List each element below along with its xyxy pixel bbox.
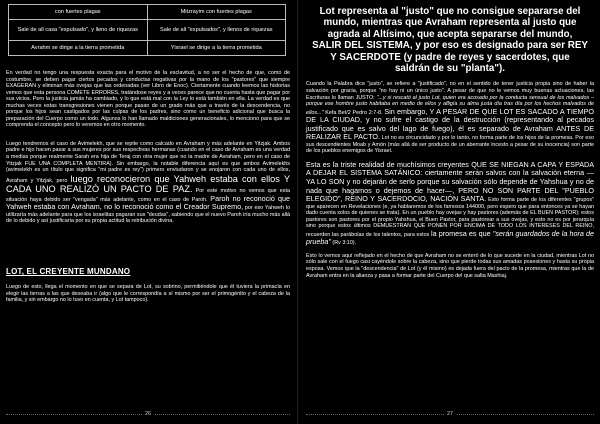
right-page [300,0,600,424]
page-divider [297,0,298,424]
emphasis-text: Sin embargo, Y A PESAR DE QUE LOT ES SACADO A TIEMPO DE LA CIUDAD, [306,106,594,125]
table-cell: Mitzrayim con fuertes plagas [147,5,286,20]
emphasis-text: y no sufre el castigo de la destrucción (representando al pecados justificado que es salvo del lago de fuego), él es separado de Avraham ANTES DE REALIZAR EL PACTO. [306,115,594,142]
quote-text: "...y si rescató al justo Lot, quien era acosado por la conducta sensual de los malvados – porque ese hombre justo habitaba en medio de ellos y afligía su alma justa día tras día por los hechos malvados de ellos..." [306,94,594,116]
paragraph-avimelekh [6,141,290,225]
table-cell: Yisrael se dirige a la tierra prometida [147,41,286,56]
table-cell: con fuertes plagas [9,5,148,20]
paragraph-justo [306,81,594,154]
text-run: por eso Yahweh lo utilizaría más adelante para que los israelitas pagaran sus "deudas", sabiendo que el nuevo Paroh iría mucho más allá de lo debido y así justificaría por su propia actitud la retribución divina. [6,205,290,225]
table-cell: Sale de all "expulsados", y llenos de riquezas [147,20,286,41]
section-heading: LOT, EL CREYENTE MUNDANO [6,267,131,277]
table-row [9,5,286,20]
paragraph-slavery: En verdad no tengo una respuesta exacta para el motivo de la esclavitud, a no ser el hecho de que, como de costumbre, se deben pagar ciertos pecados y conductas negativas por la mano de los "pastores" que siempre EXAGERAN y eliminan más ovejas que las ordenadas (ver Libro de Enoc). Ciertamente cuando leemos las historias vemos que esta persona COMETE ERRORES, tratándose reyes y a veces parece que no cuenta hasta que pagar por sus vicios. Pero la justicia jamás ha cambiado, y lo que está mal con la Ley lo está también en ella. La verdad es que muchas veces estas transgresiones vienen porque pasan de un grado más que a través de la descendencia, no porque los hijos sean castigados por las culpas de los padres, sino como un beneficio adicional que busca la preparación del Cuerpo como un todo. Algunos lo han llamado maldiciones generacionales, lo menciono para que se comprenda el concepto pero lo veremos en otro momento. [6,70,290,129]
text-run: (Rv 3:10). [330,240,357,247]
page-footer [306,412,594,420]
text-run: Cuando la Palabra dice "justo", se refiere a "justificado", no en el sentido de tener justicia propia sino de haber la salvación por gracia, porque "no hay ni un único justo". A pesar de que no le vemos muy buenas actuaciones, las Escrituras lo llaman JUSTO: [306,81,594,101]
text-run: Lot no es circuncidado y por lo tanto, no forma parte de los hijos de la promesa. Por eso sus descendientes Moab y Amón (más allá de ser producto de un aberrante incesto a pesar de su inocencia) son parte de los pueblos enemigos de Yisrael. [306,135,594,155]
emphasis-text: Paroh no reconoció que Yahweh estaba con Avraham, no lo reconoció como el Creador Supremo, [6,193,290,212]
quote-text: "serán guardados de la hora de prueba" [306,228,595,247]
text-run: Luego tendremos el caso de Avimelekh, que se repite como calcado en Avraham y más adelante en Yitzjak. Ambos padre e hijo hacen pasar a sus mujeres por sus respectivas hermanas (cuando en el caso de Avraham es una verdad a medias porque realmente Sarah era hija de Teraj con otra mujer que no la madre de Avraham, pero en el caso de Yitzjak FUE UNA COMPLETA MENTIRA). Sin embargo, la notable diferencia aquí es que ambos Avimelekhs (avimelekh es un título que significa "mi padre es rey") primero enviudaron y se enojaron con cada uno de ellos, Avraham y Yitzjak, pero [6,140,290,184]
page-number: 26 [142,411,154,417]
text-run: Kefa Bet/2 Pedro 2:7-8. [323,109,385,116]
emphasis-text: luego reconocieron que Yahweh estaba con ellos Y CADA UNO REALIZÓ UN PACTO DE PAZ. [6,173,290,195]
left-page [0,0,296,424]
paragraph-lot: Luego de esto, llega el momento en que se separa de Lot, su sobrino, permitiéndole que él tuviera la primacía en elegir las tierras a las que deseaba ir (algo que le correspondía a sí mismo por ser el primogénito y el cabeza de la familia, y sin embargo no lo tuvo en cuenta, y Lot tampoco). [6,284,290,304]
table-cell: Avrahm se dirige a la tierra prometida [9,41,148,56]
comparison-table [8,4,286,56]
emphasis-text: la promesa es que [431,228,493,238]
page-number: 27 [444,411,456,417]
page-title: Lot representa al "justo" que no consigue separarse del mundo, mientras que Avraham representa al justo que agrada al Altísimo, que acepta separarse del mundo, SALIR DEL SISTEMA, y por eso es designado para ser REY Y SACERDOTE (y padre de reyes y sacerdotes, que saldrán de su "planta"). [312,6,588,75]
text-run: Por este motivo no vemos que esta situación haya debido ser "vengada" más adelante, como en el caso de Paroh. [6,188,290,203]
page-footer [6,412,290,420]
emphasis-text: Esta es la triste realidad de muchísimos creyentes QUE SE NIEGAN A CAPA Y ESPADA A DEJAR EL SISTEMA SATÁNICO: ciertamente serán salvos con la salvación eterna —YA LO SON y no dejarán de serlo porque su salvación sólo depende de Yahshua y no de nada que hagamos o dejemos de hacer—, PERO NO SON PARTE DEL "PUEBLO ELEGIDO", REINO Y SACERDOCIO, NACIÓN SANTA. [306,159,594,204]
table-cell: Sale de all casa "expulsado", y lleno de riquezas [9,20,148,41]
text-run: Esto forma parte de los diferentes "grupos" que aparecen en Revelaciones (e, ya hablaremos de los famosos 144000, pero espero que para entonces ya se hayan dado cuenta solos de quienes se trata). En un pueblo hay ovejas y hay pastores (además de EL BUEN PASTOR); estos pastores son pastores por el propio Yahshua, el Buen Pastor, para pastorear a sus ovejas, y esto no es por jerarquía sino porque estos últimos DEMUESTRAN QUE PONEN POR ENCIMA DE TODO LOS INTERESES DEL REINO, recuerden las parábolas de los talentos, para estos [306,197,594,238]
table-row [9,41,286,56]
paragraph-believers [306,161,594,247]
table-row [9,20,286,41]
paragraph-reflection: Esto lo vemos aquí reflejado en el hecho de que Avraham no se enteró de lo que sucede en la ciudad, mientras Lot no sólo sale con el fuego casi cayéndole sobre la cabeza, sino que pierde todas sus amadas posesiones y hasta su propia esposa. Vemos que la "descendencia" de Lot (y él mismo) es dejada fuera del pacto de la promesa, mientras que la de Avraham entra en la alianza y pasa a formar parte del Cuerpo del que salta Mashiaj. [306,252,594,279]
